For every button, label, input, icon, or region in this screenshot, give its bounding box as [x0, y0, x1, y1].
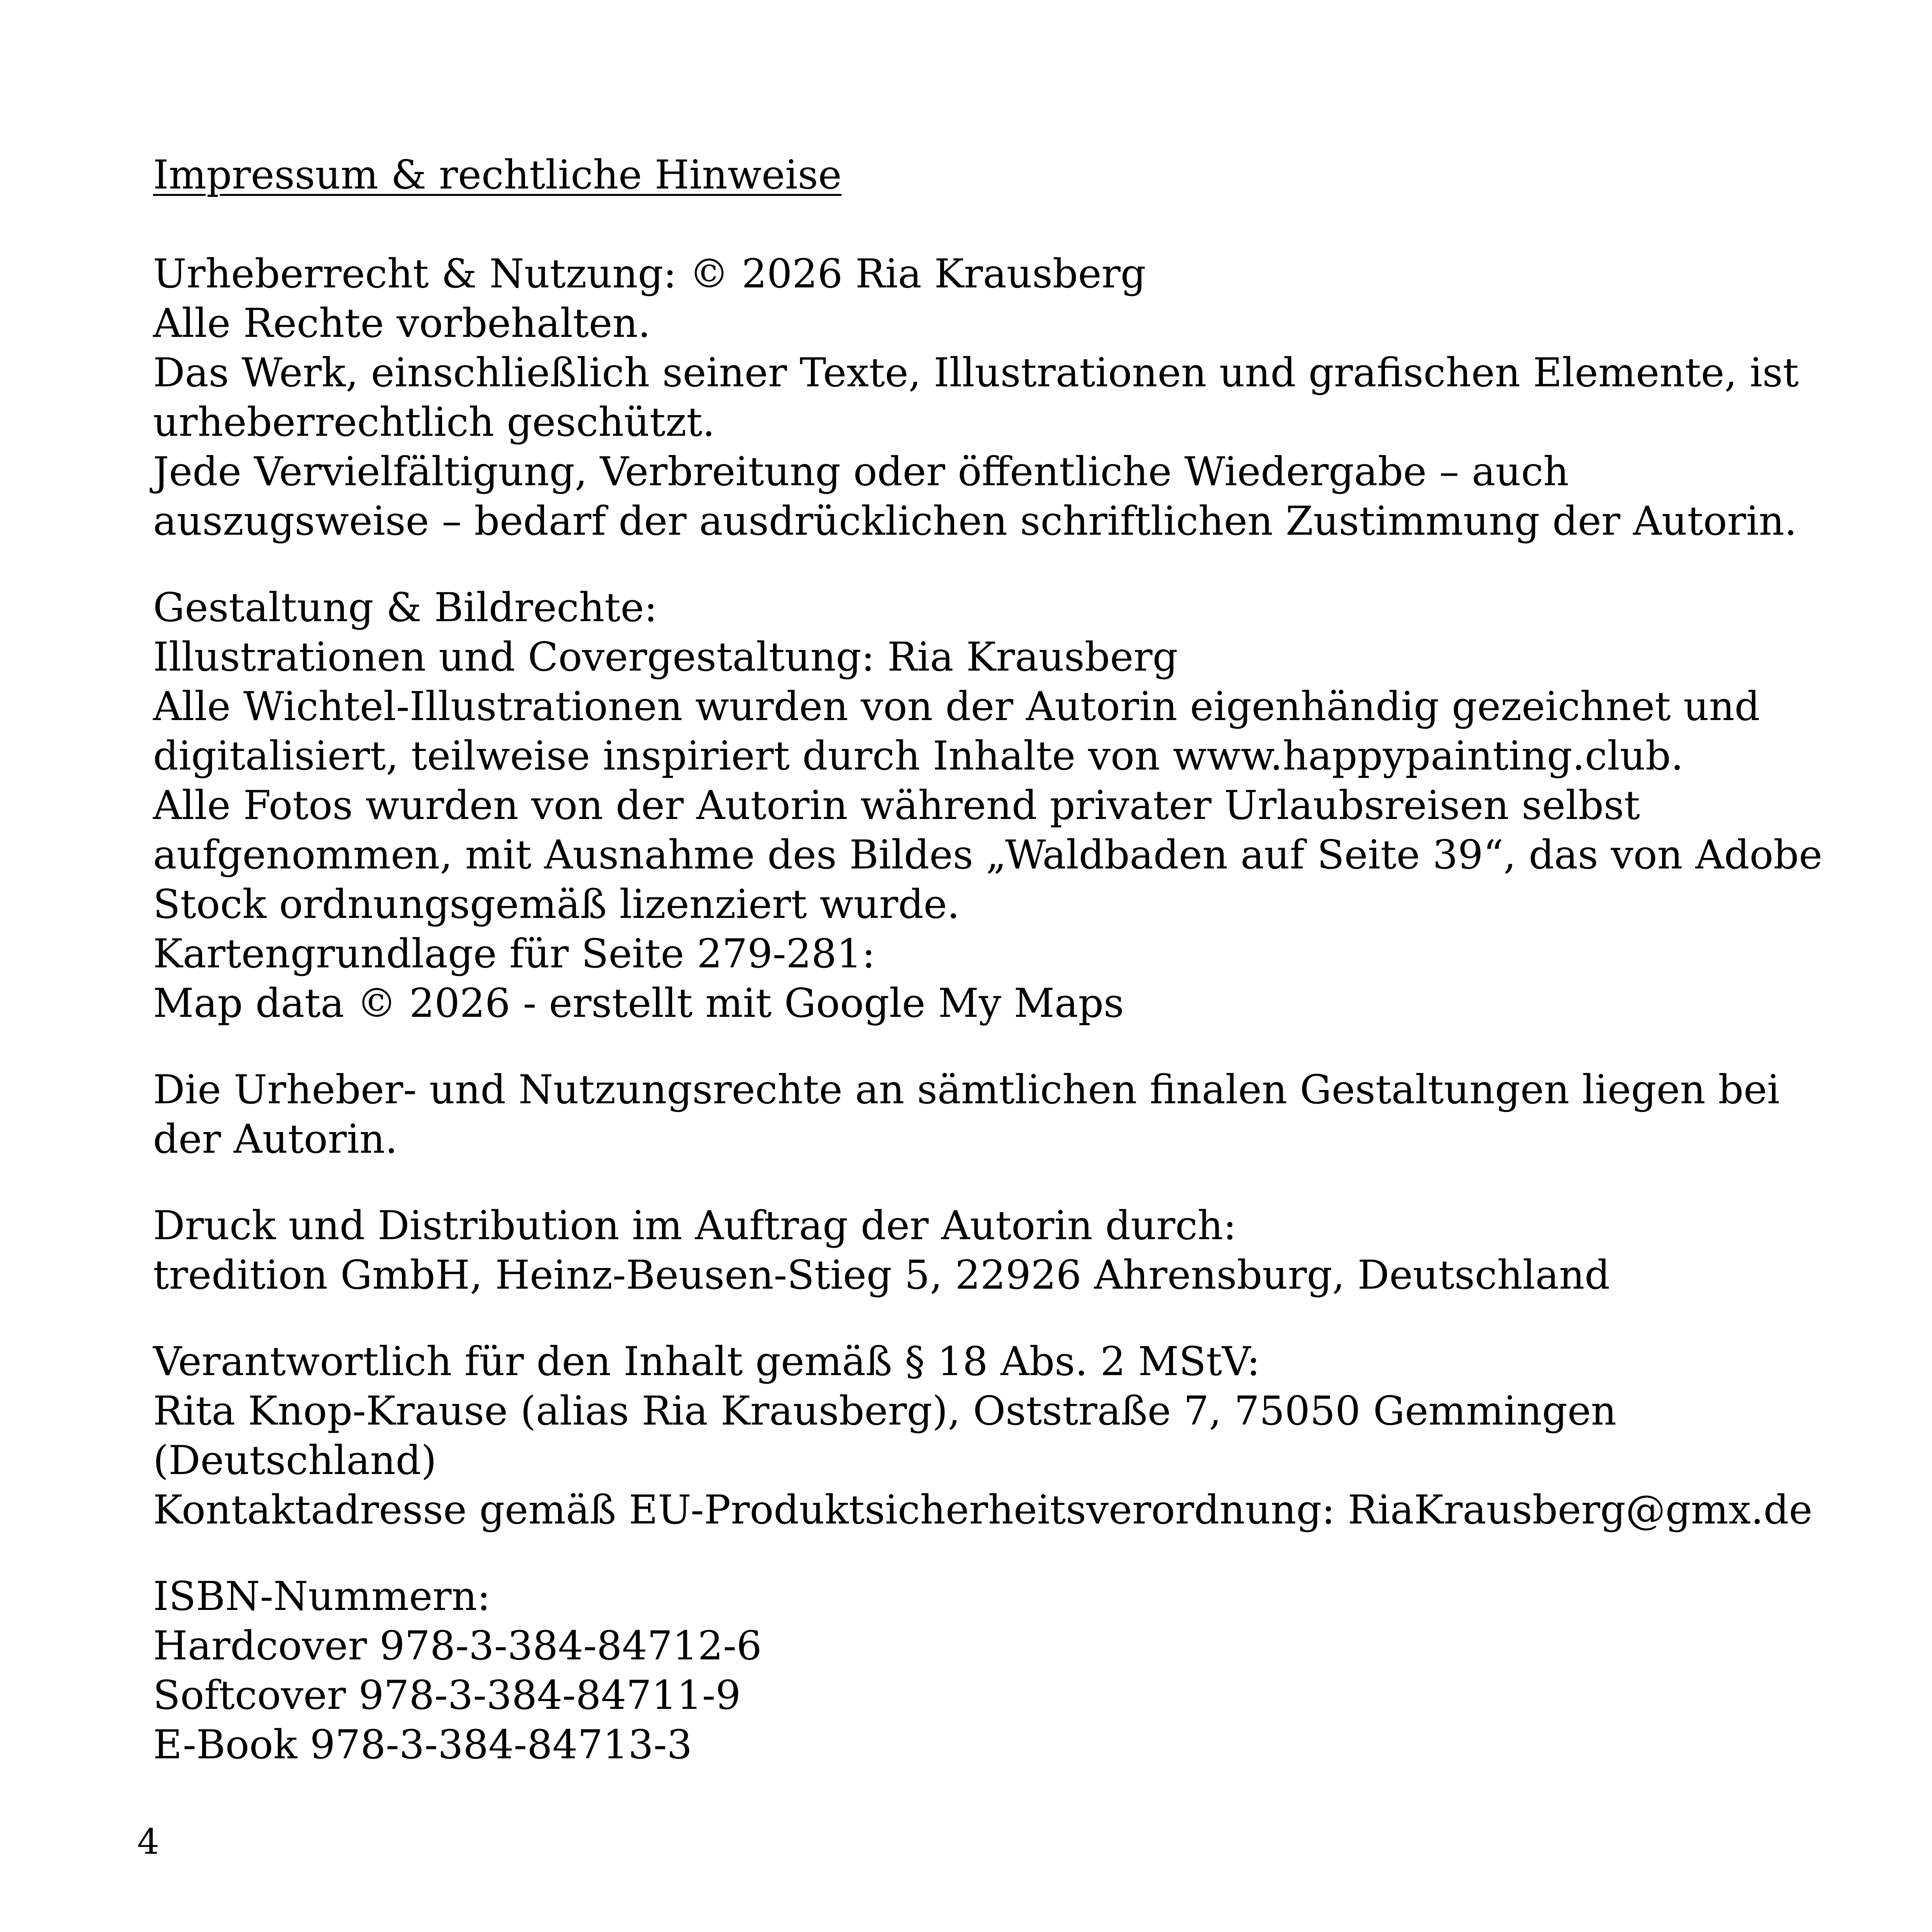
- text-line: digitalisiert, teilweise inspiriert durch Inhalte von www.happypainting.club.: [153, 733, 1684, 779]
- section-copyright: [153, 249, 1799, 546]
- text-line: auszugsweise – bedarf der ausdrücklichen schriftlichen Zustimmung der Autorin.: [153, 498, 1797, 544]
- text-line: Alle Fotos wurden von der Autorin während privater Urlaubsreisen selbst: [153, 782, 1640, 829]
- text-line: Urheberrecht & Nutzung: © 2026 Ria Krausberg: [153, 251, 1146, 297]
- text-line: Verantwortlich für den Inhalt gemäß § 18 Abs. 2 MStV:: [153, 1338, 1260, 1385]
- section-printing: [153, 1201, 1750, 1300]
- text-line: Das Werk, einschließlich seiner Texte, Illustrationen und grafischen Elemente, ist: [153, 350, 1799, 396]
- text-line: urheberrechtlich geschützt.: [153, 399, 715, 446]
- text-line: Die Urheber- und Nutzungsrechte an sämtlichen finalen Gestaltungen liegen bei: [153, 1067, 1780, 1113]
- text-line: Alle Wichtel-Illustrationen wurden von der Autorin eigenhändig gezeichnet und: [153, 683, 1760, 730]
- text-line: der Autorin.: [153, 1116, 398, 1162]
- section-responsible: [153, 1337, 1812, 1535]
- text-line: Illustrationen und Covergestaltung: Ria Krausberg: [153, 634, 1178, 680]
- document-page: [153, 150, 1823, 1807]
- text-line: E-Book 978-3-384-84713-3: [153, 1722, 692, 1768]
- text-line: aufgenommen, mit Ausnahme des Bildes „Waldbaden auf Seite 39“, das von Adobe: [153, 832, 1823, 878]
- text-line: ISBN-Nummern:: [153, 1573, 491, 1620]
- text-line: Softcover 978-3-384-84711-9: [153, 1672, 741, 1719]
- text-line: Alle Rechte vorbehalten.: [153, 300, 651, 347]
- text-line: Stock ordnungsgemäß lizenziert wurde.: [153, 881, 960, 928]
- text-line: Kontaktadresse gemäß EU-Produktsicherheitsverordnung: RiaKrausberg@gmx.de: [153, 1487, 1812, 1533]
- page-title: Impressum & rechtliche Hinweise: [153, 152, 842, 198]
- text-line: Gestaltung & Bildrechte:: [153, 585, 658, 631]
- text-line: Kartengrundlage für Seite 279-281:: [153, 931, 875, 977]
- text-line: Druck und Distribution im Auftrag der Autorin durch:: [153, 1203, 1237, 1249]
- section-image-rights: [153, 583, 1823, 1028]
- section-isbn: [153, 1572, 1750, 1770]
- text-line: tredition GmbH, Heinz-Beusen-Stieg 5, 22926 Ahrensburg, Deutschland: [153, 1252, 1610, 1298]
- text-line: Jede Vervielfältigung, Verbreitung oder öffentliche Wiedergabe – auch: [153, 449, 1569, 495]
- text-line: Hardcover 978-3-384-84712-6: [153, 1623, 762, 1669]
- text-line: Rita Knop-Krause (alias Ria Krausberg), Oststraße 7, 75050 Gemmingen: [153, 1388, 1617, 1434]
- page-number: 4: [137, 1821, 160, 1862]
- text-line: (Deutschland): [153, 1437, 437, 1484]
- text-line: Map data © 2026 - erstellt mit Google My Maps: [153, 980, 1124, 1027]
- section-usage-rights: [153, 1065, 1780, 1164]
